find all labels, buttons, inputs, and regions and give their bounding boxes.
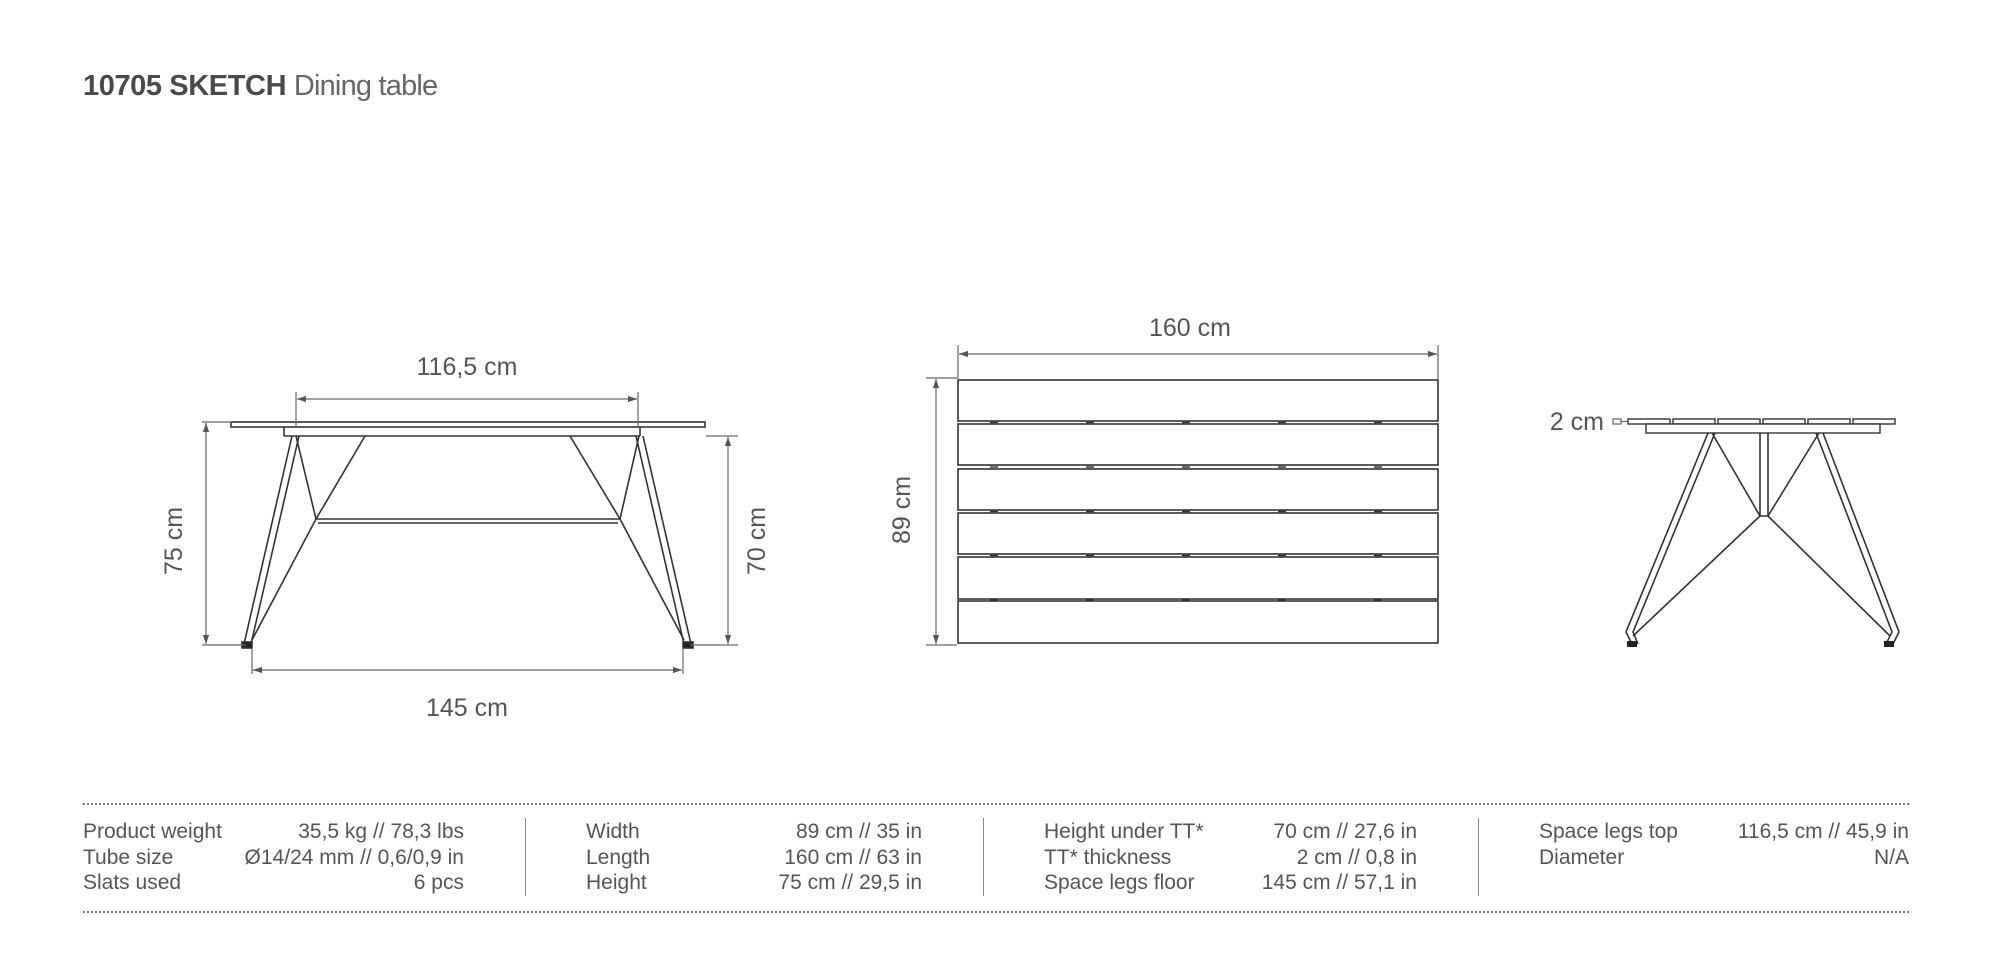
spec-row: [1539, 819, 1909, 845]
end-slat: [1673, 419, 1715, 424]
spec-label: Product weight: [83, 820, 222, 843]
spec-row: [83, 819, 464, 845]
top-slat: [958, 380, 1438, 421]
end-slat: [1763, 419, 1805, 424]
side-tabletop: [231, 422, 705, 427]
dim-label-under-height: 70 cm: [743, 506, 771, 576]
dim-label-total-height: 75 cm: [160, 506, 188, 576]
end-view: [1628, 419, 1895, 433]
spec-label: Space legs top: [1539, 820, 1678, 843]
spec-separator: [525, 818, 526, 896]
end-frame: [1646, 424, 1880, 433]
end-dimensions: [1613, 419, 1628, 424]
dim-label-thickness: 2 cm: [1549, 408, 1604, 436]
spec-label: Tube size: [83, 845, 174, 869]
dim-label-width: 89 cm: [888, 475, 916, 545]
spec-row: [586, 870, 922, 896]
side-view: [231, 422, 705, 648]
spec-label: Height: [586, 871, 647, 894]
top-view: [958, 380, 1438, 643]
side-left-leg: [244, 436, 299, 644]
spec-label: Height under TT*: [1044, 820, 1204, 843]
end-left-foot: [1627, 641, 1637, 647]
spec-value: Ø14/24 mm // 0,6/0,9 in: [244, 845, 464, 869]
end-legs: [1626, 433, 1899, 644]
spec-value: 160 cm // 63 in: [784, 845, 922, 869]
spec-top-divider: [83, 803, 1909, 805]
end-slat: [1718, 419, 1760, 424]
top-slat: [958, 601, 1438, 643]
spec-value: 75 cm // 29,5 in: [778, 871, 922, 894]
spec-value: N/A: [1873, 845, 1909, 869]
end-slat: [1808, 419, 1850, 424]
product-code: 10705 SKETCH: [83, 70, 287, 102]
spec-value: 89 cm // 35 in: [795, 820, 922, 843]
top-slat: [958, 513, 1438, 554]
spec-table: [0, 790, 2000, 920]
spec-value: 70 cm // 27,6 in: [1273, 820, 1417, 843]
spec-label: TT* thickness: [1044, 845, 1172, 869]
spec-row: [1044, 845, 1417, 871]
spec-separator: [983, 818, 984, 896]
spec-value: 6 pcs: [413, 871, 464, 894]
top-slat: [958, 469, 1438, 510]
spec-label: Width: [586, 820, 640, 843]
spec-row: [83, 870, 464, 896]
spec-row: [586, 845, 922, 871]
spec-column-3: [1044, 819, 1417, 896]
top-slat: [958, 424, 1438, 465]
spec-value: 2 cm // 0,8 in: [1296, 845, 1417, 869]
dim-label-top-span: 116,5 cm: [416, 353, 518, 381]
spec-row: [83, 845, 464, 871]
dim-label-length: 160 cm: [1149, 314, 1231, 342]
dim-label-floor-span: 145 cm: [426, 694, 508, 722]
spec-label: Length: [586, 845, 651, 869]
end-slat: [1853, 419, 1895, 424]
spec-label: Slats used: [83, 871, 182, 894]
spec-row: [1044, 819, 1417, 845]
product-name: Dining table: [293, 70, 438, 102]
spec-value: 145 cm // 57,1 in: [1261, 871, 1417, 894]
end-slat: [1628, 419, 1670, 424]
spec-value: 35,5 kg // 78,3 lbs: [298, 820, 464, 843]
spec-row: [586, 819, 922, 845]
spec-value: 116,5 cm // 45,9 in: [1737, 820, 1909, 843]
spec-row: [1539, 845, 1909, 871]
spec-column-2: [586, 819, 922, 896]
side-right-leg: [636, 436, 691, 644]
spec-label: Diameter: [1539, 845, 1625, 869]
spec-row: [1044, 870, 1417, 896]
spec-separator: [1478, 818, 1479, 896]
end-right-foot: [1884, 641, 1894, 647]
spec-column-1: [83, 819, 464, 896]
spec-label: Space legs floor: [1044, 871, 1195, 894]
spec-bottom-divider: [83, 911, 1909, 913]
top-slat: [958, 557, 1438, 599]
side-stretcher: [316, 519, 620, 523]
spec-column-4: [1539, 819, 1909, 870]
dim-thickness-marker: [1613, 419, 1621, 424]
